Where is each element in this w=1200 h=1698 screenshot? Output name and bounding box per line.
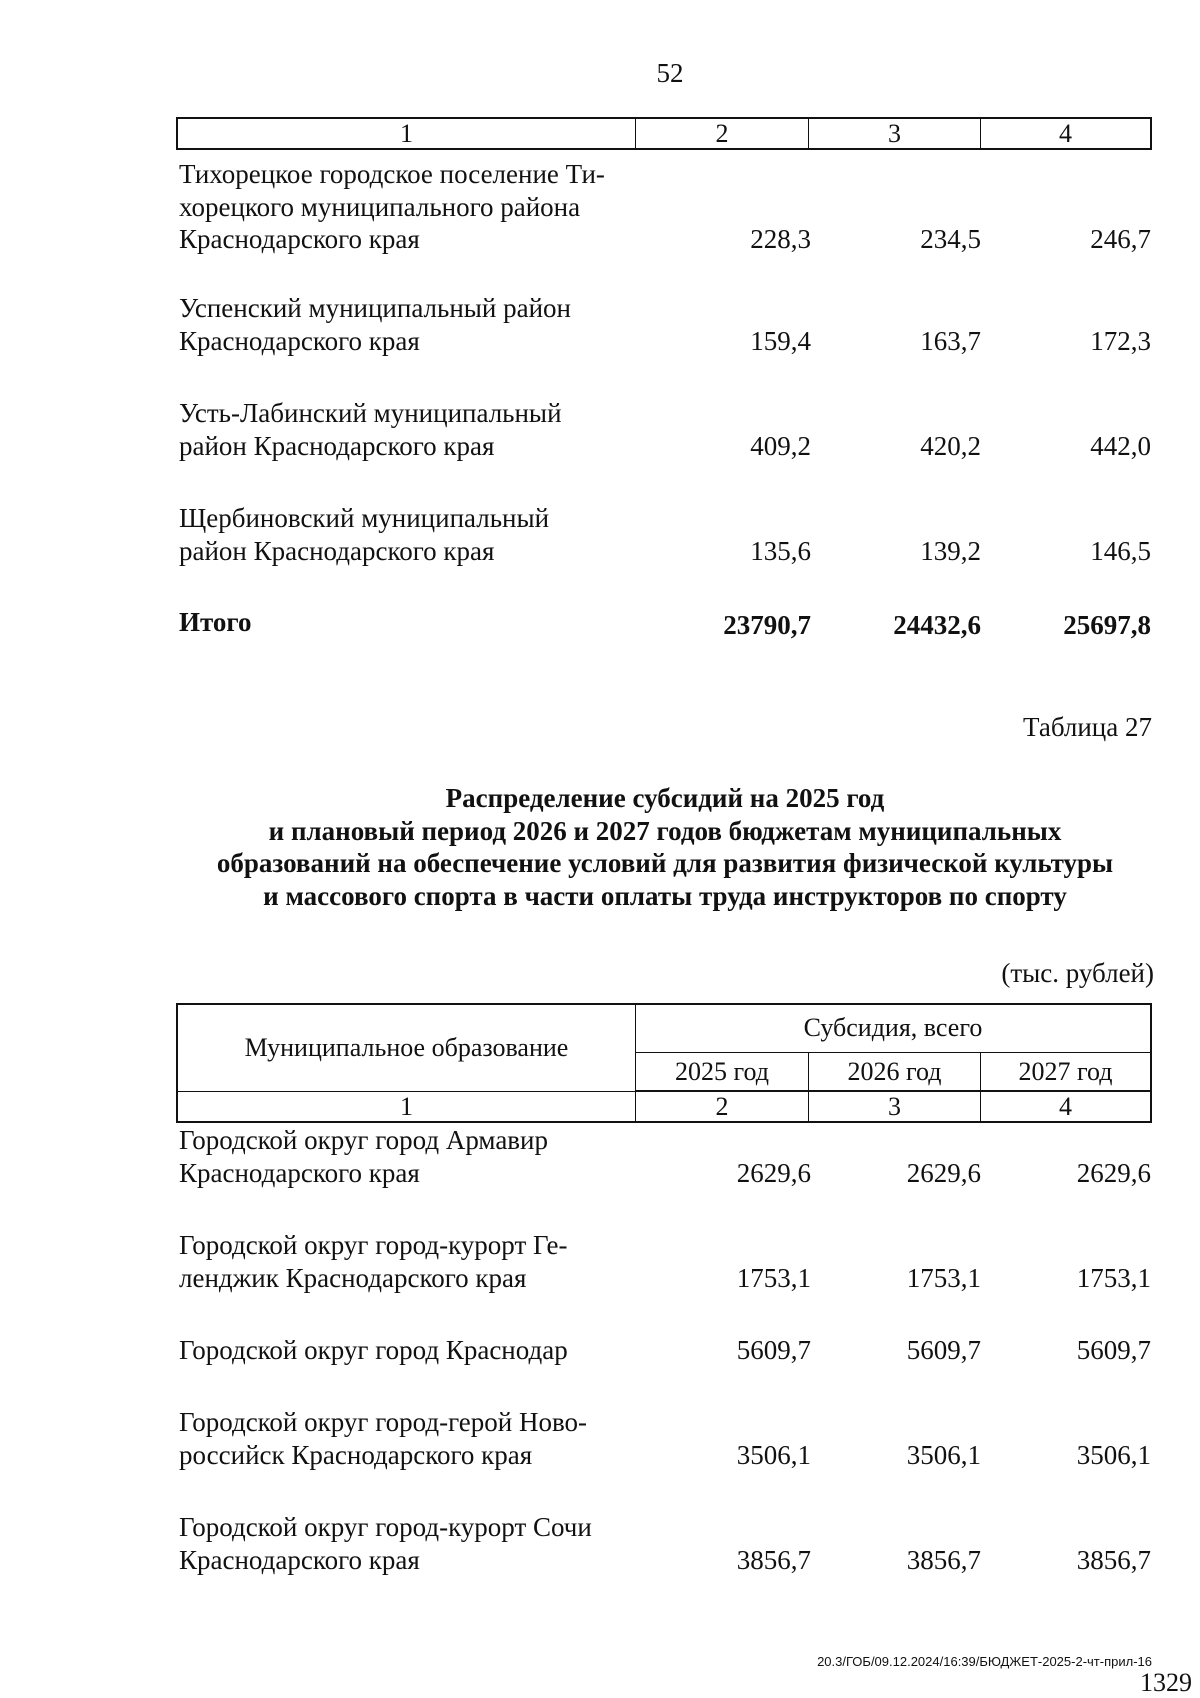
col-number-4: 4 <box>1059 1092 1072 1121</box>
value-2027: 442,0 <box>1090 430 1151 461</box>
row-name: Тихорецкое городское поселение Ти- хорецкого муниципального района Краснодарского края <box>179 159 605 254</box>
row-name: Городской округ город-курорт Ге- ленджик Краснодарского края <box>179 1230 568 1293</box>
col-number-4: 4 <box>1059 119 1072 148</box>
table-label: Таблица 27 <box>1023 712 1152 742</box>
total-label: Итого <box>179 607 252 637</box>
value-2026: 420,2 <box>920 430 981 461</box>
table-row <box>179 1511 1151 1576</box>
header-year-2027: 2027 год <box>1018 1057 1113 1086</box>
table-title: Распределение субсидий на 2025 год и плановый период 2026 и 2027 годов бюджетам муниципальных образований на обеспечение условий для развития физической культуры и массового спорта в части оплаты труда инструкторов по спорту <box>216 783 1114 911</box>
table-row <box>179 1406 1151 1471</box>
value-2026: 3856,7 <box>906 1544 981 1575</box>
value-2027: 3856,7 <box>1076 1544 1151 1575</box>
value-2026: 5609,7 <box>906 1335 981 1365</box>
row-name: Городской округ город-герой Ново- российск Краснодарского края <box>179 1407 588 1470</box>
total-row <box>179 606 1151 639</box>
total-2026: 24432,6 <box>893 610 981 640</box>
document-code: 20.3/ГОБ/09.12.2024/16:39/БЮДЖЕТ-2025-2-чт-прил-16 <box>817 1654 1152 1669</box>
total-2027: 25697,8 <box>1063 610 1151 640</box>
col-number-2: 2 <box>636 1092 809 1121</box>
table-a-column-numbers <box>176 117 1152 150</box>
table-row <box>179 397 1151 462</box>
value-2025: 409,2 <box>750 430 811 461</box>
col-number-3: 3 <box>809 119 981 148</box>
col-number-1: 1 <box>178 1092 636 1121</box>
value-2027: 172,3 <box>1090 325 1151 356</box>
col-number-3: 3 <box>809 1092 981 1121</box>
value-2025: 3856,7 <box>736 1544 811 1575</box>
header-municipality: Муниципальное образование <box>178 1005 636 1091</box>
value-2026: 163,7 <box>920 325 981 356</box>
value-2025: 2629,6 <box>736 1157 811 1188</box>
row-name: Успенский муниципальный район Краснодарского края <box>179 293 572 356</box>
header-year-2025: 2025 год <box>636 1053 809 1090</box>
table-row <box>179 502 1151 567</box>
header-years <box>636 1053 1150 1091</box>
col-number-1: 1 <box>178 119 636 148</box>
value-2027: 246,7 <box>1090 224 1151 254</box>
row-name: Усть-Лабинский муниципальный район Краснодарского края <box>179 398 562 461</box>
table-row <box>179 1229 1151 1294</box>
value-2025: 3506,1 <box>736 1439 811 1470</box>
value-2027: 1753,1 <box>1076 1262 1151 1293</box>
table-row <box>179 1124 1151 1189</box>
value-2026: 2629,6 <box>906 1157 981 1188</box>
value-2027: 146,5 <box>1090 535 1151 566</box>
table-row <box>179 158 1151 256</box>
header-column-numbers <box>178 1091 1150 1121</box>
sheet-number: 1329 <box>1140 1668 1192 1697</box>
table-row <box>179 1334 1151 1367</box>
value-2026: 139,2 <box>920 535 981 566</box>
row-name: Городской округ город Армавир Краснодарского края <box>179 1125 548 1188</box>
value-2027: 2629,6 <box>1076 1157 1151 1188</box>
value-2025: 159,4 <box>750 325 811 356</box>
page-number: 52 <box>656 58 684 88</box>
row-name: Городской округ город-курорт Сочи Краснодарского края <box>179 1512 592 1575</box>
value-2025: 1753,1 <box>736 1262 811 1293</box>
value-2025: 135,6 <box>750 535 811 566</box>
value-2027: 5609,7 <box>1076 1335 1151 1365</box>
total-2025: 23790,7 <box>723 610 811 640</box>
value-2026: 3506,1 <box>906 1439 981 1470</box>
table-b-header <box>176 1003 1152 1123</box>
row-name: Городской округ город Краснодар <box>179 1335 568 1365</box>
value-2027: 3506,1 <box>1076 1439 1151 1470</box>
value-2026: 234,5 <box>920 224 981 254</box>
value-2026: 1753,1 <box>906 1262 981 1293</box>
header-year-2026: 2026 год <box>809 1053 981 1090</box>
value-2025: 228,3 <box>750 224 811 254</box>
table-row <box>179 292 1151 357</box>
units-label: (тыс. рублей) <box>1001 958 1154 988</box>
value-2025: 5609,7 <box>736 1335 811 1365</box>
col-number-2: 2 <box>636 119 809 148</box>
row-name: Щербиновский муниципальный район Краснодарского края <box>179 503 550 566</box>
header-subsidy-total: Субсидия, всего <box>636 1005 1150 1053</box>
